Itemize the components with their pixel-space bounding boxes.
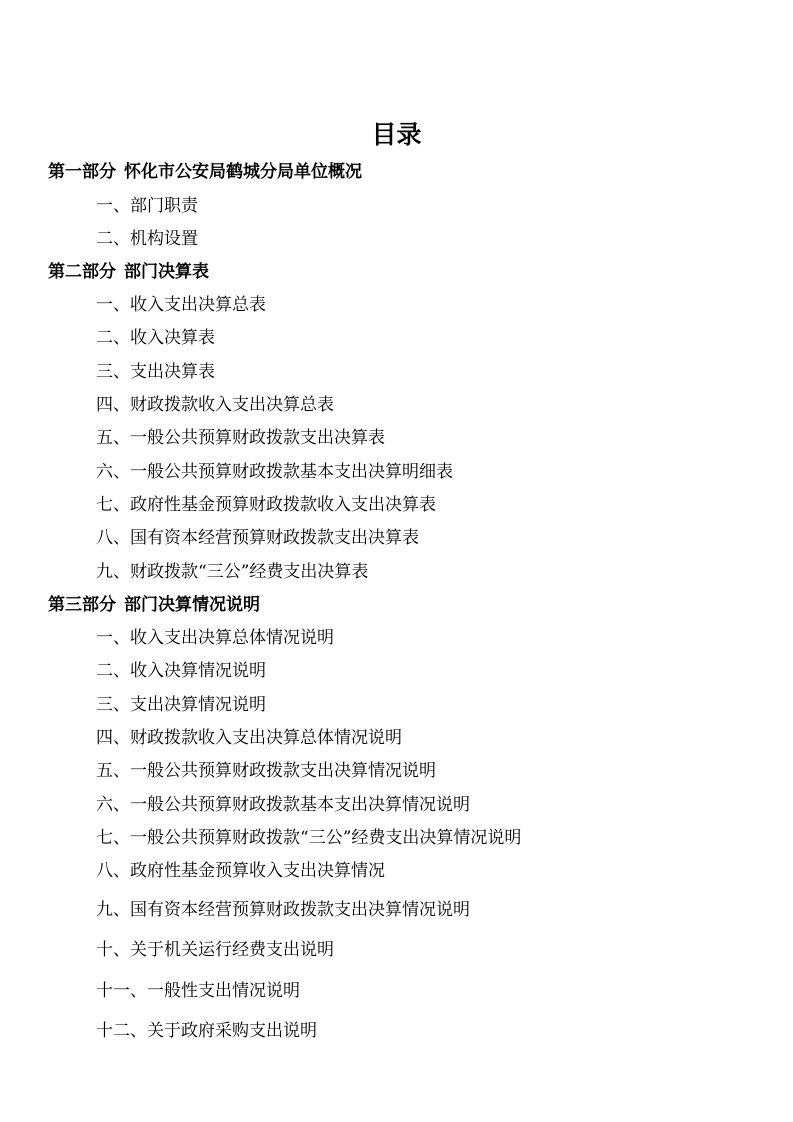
toc-item: 三、支出决算情况说明	[96, 695, 266, 715]
toc-item: 九、国有资本经营预算财政拨款支出决算情况说明	[96, 900, 470, 920]
toc-item: 四、财政拨款收入支出决算总表	[96, 395, 334, 415]
toc-item: 六、一般公共预算财政拨款基本支出决算明细表	[96, 462, 453, 482]
part-heading-3	[48, 593, 260, 617]
toc-item: 七、一般公共预算财政拨款“三公”经费支出决算情况说明	[96, 828, 522, 848]
toc-item: 二、收入决算情况说明	[96, 661, 266, 681]
toc-item: 七、政府性基金预算财政拨款收入支出决算表	[96, 495, 436, 515]
toc-item: 十二、关于政府采购支出说明	[96, 1021, 317, 1041]
part-name: 怀化市公安局鹤城分局单位概况	[124, 162, 362, 182]
part-name: 部门决算情况说明	[124, 595, 260, 615]
toc-item: 十、关于机关运行经费支出说明	[96, 940, 334, 960]
toc-item: 六、一般公共预算财政拨款基本支出决算情况说明	[96, 795, 470, 815]
part-label: 第二部分	[48, 262, 116, 282]
part-label: 第一部分	[48, 162, 116, 182]
part-heading-2	[48, 260, 209, 284]
toc-item: 一、收入支出决算总表	[96, 295, 266, 315]
part-label: 第三部分	[48, 595, 116, 615]
toc-item: 五、一般公共预算财政拨款支出决算情况说明	[96, 761, 436, 781]
toc-item: 二、收入决算表	[96, 328, 215, 348]
toc-item: 八、政府性基金预算收入支出决算情况	[96, 861, 385, 881]
part-name: 部门决算表	[124, 262, 209, 282]
toc-title: 目录	[371, 120, 422, 149]
toc-item: 四、财政拨款收入支出决算总体情况说明	[96, 728, 402, 748]
toc-item: 二、机构设置	[96, 229, 198, 249]
toc-item: 十一、一般性支出情况说明	[96, 981, 300, 1001]
toc-item: 一、收入支出决算总体情况说明	[96, 628, 334, 648]
toc-item: 五、一般公共预算财政拨款支出决算表	[96, 428, 385, 448]
toc-item: 一、部门职责	[96, 196, 198, 216]
part-heading-1	[48, 160, 362, 184]
toc-item: 三、支出决算表	[96, 362, 215, 382]
toc-item: 八、国有资本经营预算财政拨款支出决算表	[96, 528, 419, 548]
toc-item: 九、财政拨款“三公”经费支出决算表	[96, 562, 369, 582]
